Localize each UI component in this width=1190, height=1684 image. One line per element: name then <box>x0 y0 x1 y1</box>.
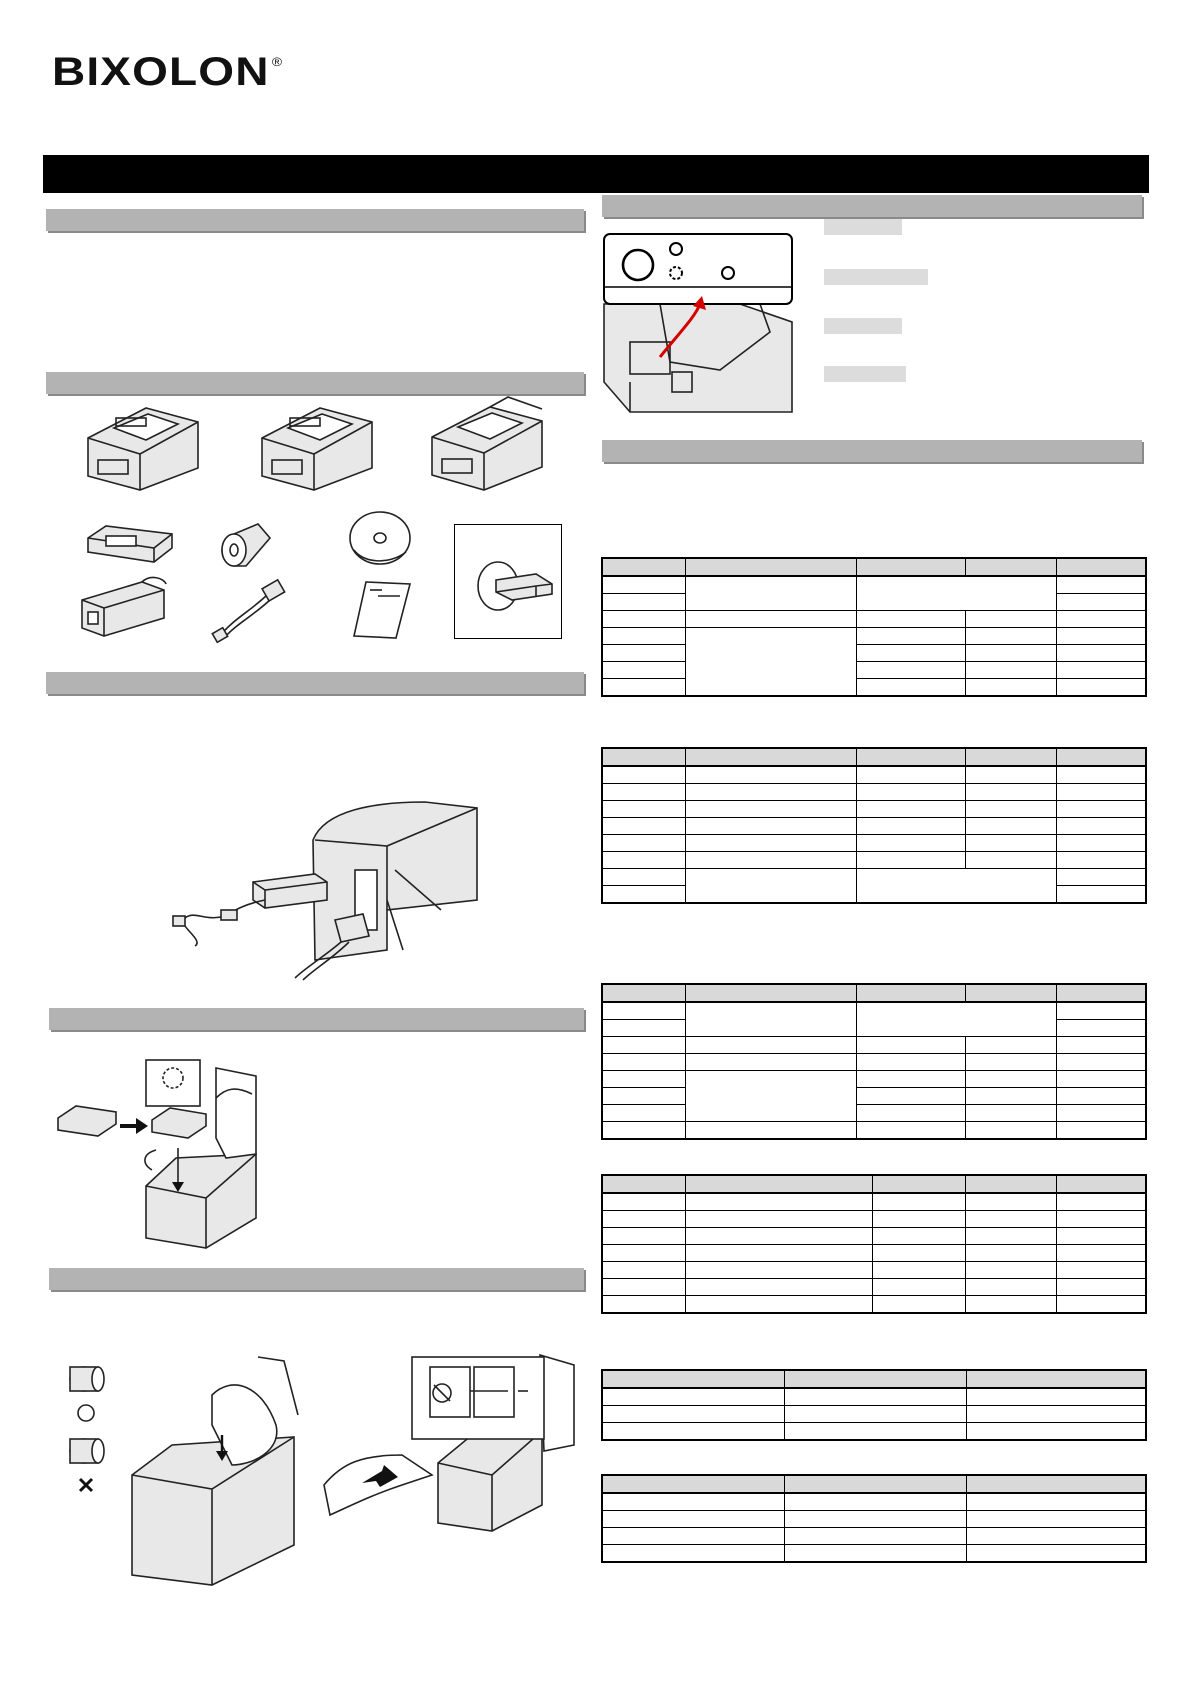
manual-icon <box>352 580 412 640</box>
printer-icon <box>430 395 545 493</box>
printer-icon <box>86 398 201 493</box>
control-panel-figure <box>600 232 795 412</box>
brand-name: BIXOLON <box>52 50 270 94</box>
spec-table-3 <box>601 983 1147 1140</box>
paper-installation-figure <box>62 1355 582 1587</box>
section-bar-unpacking <box>46 372 584 394</box>
power-adapter-icon <box>80 578 170 640</box>
cable-connection-figure <box>165 800 480 982</box>
spec-table-5 <box>601 1369 1147 1441</box>
section-bar-ribbon <box>49 1008 584 1030</box>
section-bar-paper <box>49 1268 584 1290</box>
section-bar-introduction <box>46 209 584 231</box>
printer-icon <box>260 398 375 493</box>
spec-table-2 <box>601 747 1147 904</box>
cd-rom-icon <box>348 508 413 568</box>
section-bar-cable-connection <box>46 672 584 694</box>
power-cord-icon <box>212 580 287 642</box>
paper-roll-icon <box>218 518 273 570</box>
label-tag-paper <box>824 318 902 334</box>
ribbon-installation-figure <box>56 1058 266 1250</box>
label-tag-power <box>824 219 902 235</box>
spec-table-6 <box>601 1474 1147 1563</box>
label-tag-feed <box>824 366 906 382</box>
registered-mark: ® <box>271 55 284 69</box>
title-bar <box>43 155 1149 193</box>
section-bar-specifications <box>602 440 1142 462</box>
bixolon-logo <box>52 50 284 94</box>
section-bar-control-panel <box>602 195 1142 217</box>
spec-table-1 <box>601 557 1147 697</box>
ribbon-cassette-icon <box>86 520 176 568</box>
spec-table-4 <box>601 1174 1147 1314</box>
roll-holder-icon <box>476 556 556 616</box>
label-tag-error <box>824 269 928 285</box>
